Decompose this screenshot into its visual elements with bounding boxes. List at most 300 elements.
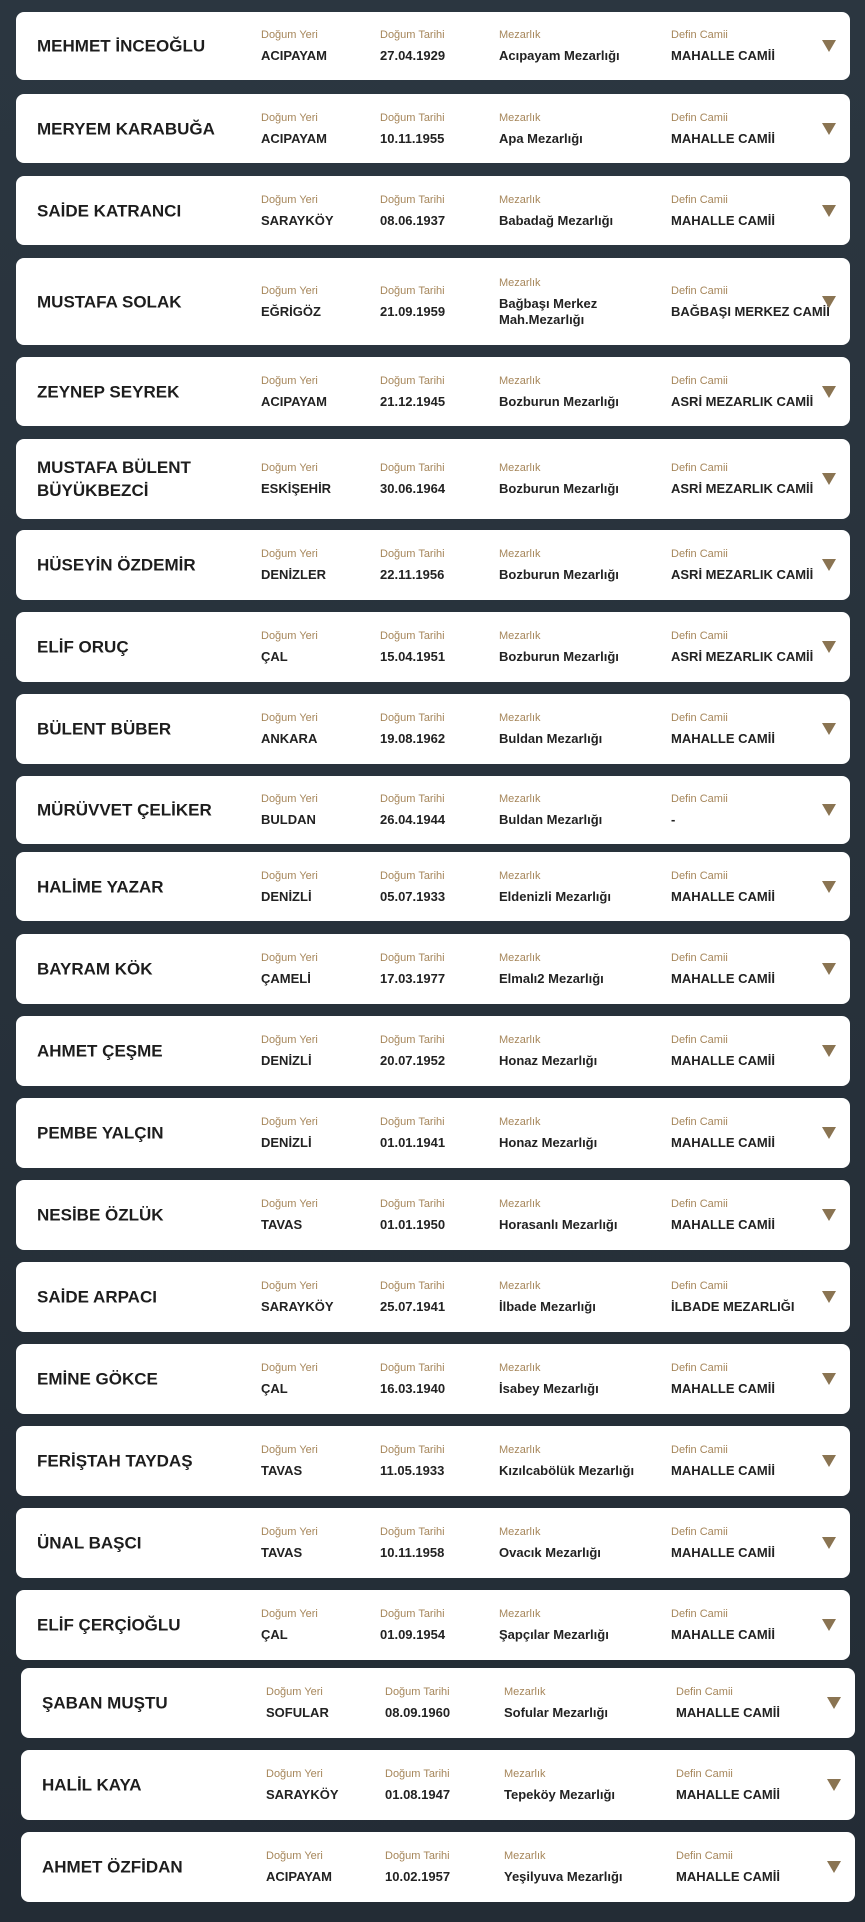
- cemetery-field: [499, 547, 664, 583]
- birth-place-label: Doğum Yeri: [261, 1034, 318, 1046]
- mosque-value: MAHALLE CAMİİ: [671, 1463, 775, 1478]
- birth-date-value: 21.09.1959: [380, 303, 446, 319]
- cemetery-label: Mezarlık: [499, 276, 541, 289]
- chevron-down-icon[interactable]: [827, 1779, 841, 1791]
- birth-date-label: Doğum Tarihi: [380, 111, 445, 124]
- record-card[interactable]: [21, 1668, 855, 1738]
- record-card[interactable]: [16, 1590, 850, 1660]
- birth-date-field: [380, 1279, 490, 1315]
- birth-date-field: [380, 193, 490, 229]
- record-card[interactable]: [16, 176, 850, 245]
- chevron-down-icon[interactable]: [822, 40, 836, 52]
- birth-place-field: [261, 951, 371, 987]
- deceased-name: SAİDE KATRANCI: [37, 201, 182, 220]
- birth-place-field: [261, 629, 371, 665]
- cemetery-label: Mezarlık: [499, 869, 541, 882]
- birth-place-label: Doğum Yeri: [261, 1526, 318, 1538]
- mosque-value: MAHALLE CAMİİ: [671, 1627, 775, 1642]
- birth-date-field: [380, 1115, 490, 1151]
- cemetery-value: Bozburun Mezarlığı: [499, 393, 619, 409]
- mosque-label: Defin Camii: [676, 1768, 733, 1780]
- birth-date-field: [380, 284, 490, 320]
- birth-place-label: Doğum Yeri: [261, 1608, 318, 1620]
- cemetery-label: Mezarlık: [499, 712, 541, 724]
- birth-date-label: Doğum Tarihi: [380, 869, 445, 882]
- chevron-down-icon[interactable]: [822, 1291, 836, 1303]
- birth-place-field: [261, 1525, 371, 1561]
- cemetery-field: [499, 111, 664, 147]
- cemetery-label: Mezarlık: [499, 1362, 541, 1374]
- mosque-field: [671, 461, 841, 497]
- birth-date-field: [380, 547, 490, 583]
- cemetery-label: Mezarlık: [499, 193, 541, 206]
- birth-place-label: Doğum Yeri: [261, 1362, 318, 1374]
- birth-place-value: EĞRİGÖZ: [261, 303, 321, 319]
- birth-place-label: Doğum Yeri: [261, 193, 318, 206]
- birth-date-value: 25.07.1941: [380, 1299, 446, 1314]
- cemetery-value: İlbade Mezarlığı: [499, 1299, 596, 1314]
- chevron-down-icon[interactable]: [822, 559, 836, 571]
- birth-place-label: Doğum Yeri: [261, 111, 318, 124]
- record-card[interactable]: [16, 439, 850, 519]
- mosque-value: MAHALLE CAMİİ: [671, 48, 775, 63]
- birth-place-label: Doğum Yeri: [261, 869, 318, 882]
- birth-place-label: Doğum Yeri: [261, 284, 318, 297]
- birth-place-value: TAVAS: [261, 1545, 303, 1560]
- cemetery-value: Honaz Mezarlığı: [499, 1135, 598, 1150]
- birth-place-value: TAVAS: [261, 1217, 303, 1232]
- birth-date-label: Doğum Tarihi: [380, 1116, 445, 1128]
- deceased-name: MERYEM KARABUĞA: [37, 119, 215, 138]
- cemetery-field: [504, 1767, 669, 1803]
- chevron-down-icon[interactable]: [822, 1455, 836, 1467]
- birth-place-value: ACIPAYAM: [261, 130, 327, 146]
- chevron-down-icon[interactable]: [822, 1373, 836, 1385]
- birth-date-value: 17.03.1977: [380, 971, 446, 986]
- birth-date-label: Doğum Tarihi: [380, 462, 445, 474]
- birth-date-value: 20.07.1952: [380, 1053, 446, 1068]
- mosque-label: Defin Camii: [671, 1034, 728, 1046]
- deceased-name: SAİDE ARPACI: [37, 1287, 157, 1307]
- mosque-field: [671, 374, 841, 410]
- birth-date-field: [380, 951, 490, 987]
- record-card[interactable]: [16, 776, 850, 844]
- birth-place-value: ACIPAYAM: [261, 393, 327, 409]
- mosque-label: Defin Camii: [676, 1850, 733, 1862]
- birth-place-value: SARAYKÖY: [261, 1299, 334, 1314]
- mosque-value: MAHALLE CAMİİ: [671, 1381, 775, 1396]
- cemetery-field: [499, 28, 664, 64]
- mosque-field: [671, 1033, 841, 1069]
- birth-place-field: [261, 547, 371, 583]
- birth-date-field: [385, 1767, 495, 1803]
- deceased-name: MUSTAFA BÜLENT BÜYÜKBEZCİ: [37, 458, 191, 500]
- chevron-down-icon[interactable]: [822, 1619, 836, 1631]
- birth-place-field: [261, 1197, 371, 1233]
- record-card[interactable]: [16, 612, 850, 682]
- chevron-down-icon[interactable]: [822, 123, 836, 135]
- mosque-label: Defin Camii: [671, 1526, 728, 1538]
- birth-date-label: Doğum Tarihi: [380, 1198, 445, 1210]
- birth-place-value: SARAYKÖY: [266, 1787, 339, 1802]
- record-card[interactable]: [16, 530, 850, 600]
- cemetery-label: Mezarlık: [499, 29, 541, 41]
- mosque-label: Defin Camii: [671, 1198, 728, 1210]
- chevron-down-icon[interactable]: [822, 723, 836, 735]
- mosque-value: MAHALLE CAMİİ: [671, 731, 775, 746]
- birth-date-label: Doğum Tarihi: [380, 712, 445, 724]
- birth-date-value: 05.07.1933: [380, 888, 446, 904]
- cemetery-value: Bozburun Mezarlığı: [499, 567, 619, 582]
- birth-date-field: [380, 374, 490, 410]
- deceased-name: ŞABAN MUŞTU: [42, 1693, 168, 1713]
- mosque-value: ASRİ MEZARLIK CAMİİ: [671, 649, 814, 664]
- cemetery-field: [499, 461, 664, 497]
- mosque-label: Defin Camii: [671, 462, 728, 474]
- cemetery-value: Babadağ Mezarlığı: [499, 212, 614, 228]
- mosque-field: [671, 1279, 841, 1315]
- birth-place-field: [261, 1033, 371, 1069]
- birth-place-field: [266, 1685, 376, 1721]
- birth-place-field: [261, 1607, 371, 1643]
- mosque-value: ASRİ MEZARLIK CAMİİ: [671, 393, 814, 409]
- birth-place-field: [261, 869, 371, 905]
- mosque-field: [671, 284, 841, 320]
- birth-place-label: Doğum Yeri: [261, 29, 318, 41]
- mosque-label: Defin Camii: [671, 1116, 728, 1128]
- birth-date-field: [380, 28, 490, 64]
- mosque-value: MAHALLE CAMİİ: [671, 1053, 775, 1068]
- record-card[interactable]: [21, 1750, 855, 1820]
- deceased-name: MUSTAFA SOLAK: [37, 292, 182, 311]
- cemetery-label: Mezarlık: [499, 793, 541, 805]
- cemetery-value: Buldan Mezarlığı: [499, 731, 603, 746]
- birth-date-value: 30.06.1964: [380, 481, 446, 496]
- mosque-field: [671, 111, 841, 147]
- birth-place-value: ESKİŞEHİR: [261, 481, 332, 496]
- cemetery-field: [499, 711, 664, 747]
- birth-date-field: [380, 629, 490, 665]
- chevron-down-icon[interactable]: [822, 963, 836, 975]
- birth-date-label: Doğum Tarihi: [385, 1686, 450, 1698]
- cemetery-field: [499, 1361, 664, 1397]
- cemetery-value: Tepeköy Mezarlığı: [504, 1787, 616, 1802]
- deceased-name: HALİME YAZAR: [37, 877, 164, 896]
- birth-date-field: [380, 461, 490, 497]
- chevron-down-icon[interactable]: [822, 1045, 836, 1057]
- mosque-label: Defin Camii: [671, 1280, 728, 1292]
- birth-date-value: 22.11.1956: [380, 567, 445, 582]
- birth-date-label: Doğum Tarihi: [380, 952, 445, 964]
- birth-date-label: Doğum Tarihi: [380, 29, 445, 41]
- chevron-down-icon[interactable]: [822, 641, 836, 653]
- deceased-name: HÜSEYİN ÖZDEMİR: [37, 555, 196, 575]
- cemetery-value: Yeşilyuva Mezarlığı: [504, 1869, 623, 1884]
- record-card[interactable]: [16, 1262, 850, 1332]
- deceased-name: AHMET ÖZFİDAN: [42, 1857, 183, 1877]
- cemetery-value: Honaz Mezarlığı: [499, 1053, 598, 1068]
- chevron-down-icon[interactable]: [822, 1209, 836, 1221]
- mosque-field: [671, 28, 841, 64]
- birth-place-field: [261, 792, 371, 828]
- cemetery-value: Eldenizli Mezarlığı: [499, 888, 611, 904]
- birth-date-label: Doğum Tarihi: [380, 1526, 445, 1538]
- chevron-down-icon[interactable]: [822, 804, 836, 816]
- birth-date-field: [380, 1525, 490, 1561]
- mosque-field: [671, 1607, 841, 1643]
- birth-place-field: [261, 111, 371, 147]
- record-card[interactable]: [16, 1508, 850, 1578]
- cemetery-field: [499, 193, 664, 229]
- chevron-down-icon[interactable]: [822, 1537, 836, 1549]
- cemetery-value: Şapçılar Mezarlığı: [499, 1627, 609, 1642]
- birth-date-field: [380, 1033, 490, 1069]
- birth-date-value: 01.01.1941: [380, 1135, 446, 1150]
- birth-date-value: 21.12.1945: [380, 393, 446, 409]
- deceased-name: MÜRÜVVET ÇELİKER: [37, 800, 212, 820]
- birth-place-value: SARAYKÖY: [261, 212, 334, 228]
- birth-place-value: DENİZLER: [261, 567, 326, 582]
- birth-place-field: [261, 1361, 371, 1397]
- cemetery-field: [499, 374, 664, 410]
- birth-place-label: Doğum Yeri: [261, 548, 318, 560]
- birth-place-value: DENİZLİ: [261, 888, 312, 904]
- birth-place-label: Doğum Yeri: [261, 462, 318, 474]
- record-card[interactable]: [16, 934, 850, 1004]
- record-card[interactable]: [16, 694, 850, 764]
- birth-date-value: 08.06.1937: [380, 212, 446, 228]
- birth-date-value: 11.05.1933: [380, 1463, 445, 1478]
- birth-date-value: 10.11.1958: [380, 1545, 445, 1560]
- chevron-down-icon[interactable]: [822, 296, 836, 308]
- record-card[interactable]: [16, 1180, 850, 1250]
- birth-place-value: ACIPAYAM: [261, 48, 327, 63]
- chevron-down-icon[interactable]: [827, 1861, 841, 1873]
- mosque-field: [671, 951, 841, 987]
- birth-date-value: 08.09.1960: [385, 1705, 451, 1720]
- cemetery-value: Bozburun Mezarlığı: [499, 649, 619, 664]
- deceased-name: ELİF ORUÇ: [37, 637, 129, 657]
- birth-place-field: [261, 284, 371, 320]
- mosque-label: Defin Camii: [671, 1362, 728, 1374]
- mosque-field: [671, 1115, 841, 1151]
- record-card[interactable]: [21, 1832, 855, 1902]
- mosque-field: [671, 1197, 841, 1233]
- birth-date-value: 26.04.1944: [380, 812, 446, 827]
- birth-date-field: [380, 1607, 490, 1643]
- birth-date-field: [380, 1361, 490, 1397]
- cemetery-value: Bozburun Mezarlığı: [499, 481, 619, 496]
- mosque-label: Defin Camii: [671, 1444, 728, 1456]
- birth-date-label: Doğum Tarihi: [380, 630, 445, 642]
- birth-place-value: TAVAS: [261, 1463, 303, 1478]
- mosque-field: [671, 792, 841, 828]
- birth-place-field: [266, 1849, 376, 1885]
- mosque-value: MAHALLE CAMİİ: [676, 1705, 780, 1720]
- mosque-label: Defin Camii: [671, 29, 728, 41]
- record-card[interactable]: [16, 852, 850, 921]
- mosque-value: MAHALLE CAMİİ: [671, 1545, 775, 1560]
- record-card[interactable]: [16, 1098, 850, 1168]
- cemetery-label: Mezarlık: [499, 1034, 541, 1046]
- mosque-label: Defin Camii: [671, 284, 728, 297]
- deceased-name: NESİBE ÖZLÜK: [37, 1205, 164, 1225]
- mosque-value: BAĞBAŞI MERKEZ CAMİİ: [671, 303, 830, 319]
- birth-date-label: Doğum Tarihi: [380, 1280, 445, 1292]
- birth-date-label: Doğum Tarihi: [380, 374, 445, 387]
- birth-place-label: Doğum Yeri: [261, 712, 318, 724]
- birth-date-label: Doğum Tarihi: [380, 1608, 445, 1620]
- cemetery-field: [499, 1115, 664, 1151]
- birth-date-field: [385, 1849, 495, 1885]
- birth-date-label: Doğum Tarihi: [380, 1444, 445, 1456]
- cemetery-field: [499, 1607, 664, 1643]
- birth-date-value: 01.09.1954: [380, 1627, 446, 1642]
- birth-date-label: Doğum Tarihi: [385, 1850, 450, 1862]
- cemetery-field: [499, 629, 664, 665]
- birth-place-field: [261, 28, 371, 64]
- deceased-name: FERİŞTAH TAYDAŞ: [37, 1451, 193, 1471]
- birth-place-value: BULDAN: [261, 812, 316, 827]
- birth-date-field: [380, 111, 490, 147]
- birth-date-label: Doğum Tarihi: [380, 1362, 445, 1374]
- cemetery-field: [499, 1197, 664, 1233]
- cemetery-field: [499, 869, 664, 905]
- birth-place-value: SOFULAR: [266, 1705, 329, 1720]
- cemetery-label: Mezarlık: [504, 1768, 546, 1780]
- record-card[interactable]: [16, 357, 850, 426]
- deceased-name: HALİL KAYA: [42, 1775, 142, 1795]
- birth-place-field: [261, 374, 371, 410]
- record-card[interactable]: [16, 94, 850, 163]
- chevron-down-icon[interactable]: [822, 386, 836, 398]
- cemetery-field: [499, 276, 664, 328]
- birth-date-value: 01.01.1950: [380, 1217, 446, 1232]
- birth-date-value: 10.11.1955: [380, 130, 445, 146]
- deceased-name: ZEYNEP SEYREK: [37, 382, 180, 401]
- mosque-label: Defin Camii: [671, 869, 728, 882]
- mosque-field: [671, 1525, 841, 1561]
- mosque-field: [676, 1685, 846, 1721]
- mosque-field: [671, 1361, 841, 1397]
- cemetery-label: Mezarlık: [499, 1280, 541, 1292]
- birth-date-label: Doğum Tarihi: [380, 1034, 445, 1046]
- mosque-field: [676, 1849, 846, 1885]
- cemetery-field: [499, 1443, 664, 1479]
- mosque-label: Defin Camii: [671, 630, 728, 642]
- birth-date-value: 15.04.1951: [380, 649, 446, 664]
- mosque-value: MAHALLE CAMİİ: [676, 1787, 780, 1802]
- birth-place-label: Doğum Yeri: [261, 1116, 318, 1128]
- birth-place-field: [261, 1443, 371, 1479]
- cemetery-value: İsabey Mezarlığı: [499, 1381, 599, 1396]
- cemetery-label: Mezarlık: [499, 630, 541, 642]
- chevron-down-icon[interactable]: [822, 1127, 836, 1139]
- birth-place-label: Doğum Yeri: [266, 1850, 323, 1862]
- mosque-label: Defin Camii: [671, 193, 728, 206]
- deceased-name: ELİF ÇERÇİOĞLU: [37, 1615, 181, 1635]
- birth-date-label: Doğum Tarihi: [380, 284, 445, 297]
- cemetery-field: [504, 1685, 669, 1721]
- mosque-value: -: [671, 812, 676, 827]
- record-card[interactable]: [16, 1344, 850, 1414]
- cemetery-value: Acıpayam Mezarlığı: [499, 48, 620, 63]
- mosque-label: Defin Camii: [671, 952, 728, 964]
- birth-place-label: Doğum Yeri: [261, 374, 318, 387]
- record-card[interactable]: [16, 12, 850, 80]
- birth-place-value: ANKARA: [261, 731, 318, 746]
- birth-place-label: Doğum Yeri: [266, 1768, 323, 1780]
- chevron-down-icon[interactable]: [822, 205, 836, 217]
- record-card[interactable]: [16, 1016, 850, 1086]
- birth-place-value: ACIPAYAM: [266, 1869, 332, 1884]
- birth-place-field: [261, 193, 371, 229]
- mosque-value: MAHALLE CAMİİ: [671, 1217, 775, 1232]
- mosque-label: Defin Camii: [676, 1686, 733, 1698]
- deceased-name: AHMET ÇEŞME: [37, 1041, 163, 1061]
- mosque-label: Defin Camii: [671, 793, 728, 805]
- record-card[interactable]: [16, 258, 850, 345]
- cemetery-label: Mezarlık: [499, 952, 541, 964]
- deceased-name: MEHMET İNCEOĞLU: [37, 36, 206, 56]
- birth-date-value: 27.04.1929: [380, 48, 446, 63]
- mosque-field: [671, 869, 841, 905]
- birth-place-value: DENİZLİ: [261, 1135, 312, 1150]
- cemetery-field: [504, 1849, 669, 1885]
- birth-date-value: 10.02.1957: [385, 1869, 451, 1884]
- cemetery-value: Elmalı2 Mezarlığı: [499, 971, 604, 986]
- birth-place-label: Doğum Yeri: [261, 1198, 318, 1210]
- cemetery-label: Mezarlık: [499, 374, 541, 387]
- mosque-label: Defin Camii: [671, 111, 728, 124]
- record-card[interactable]: [16, 1426, 850, 1496]
- mosque-value: MAHALLE CAMİİ: [671, 1135, 775, 1150]
- birth-date-label: Doğum Tarihi: [380, 793, 445, 805]
- birth-date-field: [385, 1685, 495, 1721]
- cemetery-label: Mezarlık: [499, 1444, 541, 1456]
- chevron-down-icon[interactable]: [822, 881, 836, 893]
- chevron-down-icon[interactable]: [827, 1697, 841, 1709]
- cemetery-label: Mezarlık: [499, 462, 541, 474]
- cemetery-value: Buldan Mezarlığı: [499, 812, 603, 827]
- birth-date-field: [380, 869, 490, 905]
- cemetery-label: Mezarlık: [499, 548, 541, 560]
- birth-place-value: ÇAMELİ: [261, 971, 311, 986]
- birth-place-field: [261, 461, 371, 497]
- mosque-value: ASRİ MEZARLIK CAMİİ: [671, 567, 814, 582]
- birth-date-field: [380, 711, 490, 747]
- cemetery-value: Bağbaşı Merkez Mah.Mezarlığı: [499, 295, 598, 327]
- cemetery-field: [499, 1525, 664, 1561]
- birth-place-label: Doğum Yeri: [261, 793, 318, 805]
- cemetery-label: Mezarlık: [499, 1116, 541, 1128]
- mosque-value: MAHALLE CAMİİ: [671, 130, 775, 146]
- mosque-field: [671, 193, 841, 229]
- cemetery-value: Kızılcabölük Mezarlığı: [499, 1463, 635, 1478]
- birth-place-value: ÇAL: [261, 1627, 288, 1642]
- cemetery-label: Mezarlık: [499, 111, 541, 124]
- deceased-name: EMİNE GÖKCE: [37, 1369, 158, 1389]
- deceased-name: PEMBE YALÇIN: [37, 1123, 164, 1143]
- chevron-down-icon[interactable]: [822, 473, 836, 485]
- birth-place-label: Doğum Yeri: [266, 1686, 323, 1698]
- mosque-value: MAHALLE CAMİİ: [671, 212, 775, 228]
- cemetery-value: Horasanlı Mezarlığı: [499, 1217, 618, 1232]
- cemetery-field: [499, 792, 664, 828]
- mosque-field: [671, 711, 841, 747]
- cemetery-label: Mezarlık: [499, 1608, 541, 1620]
- mosque-field: [676, 1767, 846, 1803]
